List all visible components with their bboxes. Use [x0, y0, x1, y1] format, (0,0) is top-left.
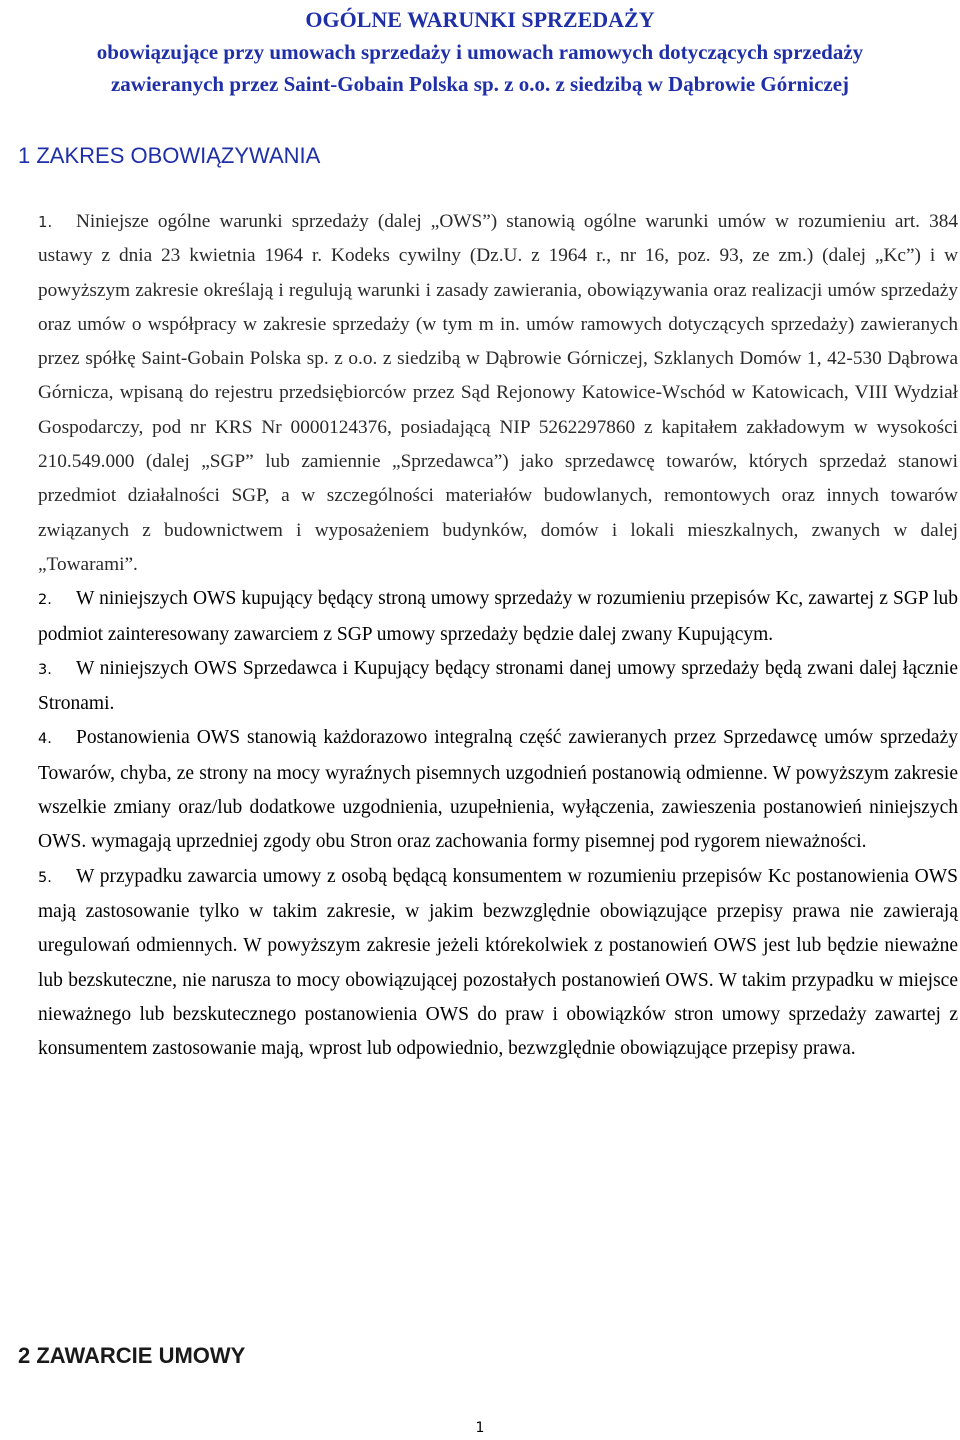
document-title-block [0, 4, 960, 100]
clause-item [38, 582, 958, 652]
clause-text: W niniejszych OWS Sprzedawca i Kupujący będący stronami danej umowy sprzedaży będą zwani dalej łącznie Stronami. [38, 657, 958, 715]
document-subtitle-line2: zawieranych przez Saint-Gobain Polska sp. z o.o. z siedzibą w Dąbrowie Górniczej [110, 72, 850, 96]
clause-item [38, 721, 958, 859]
clause-text: W przypadku zawarcia umowy z osobą będącą konsumentem w rozumieniu przepisów Kc postanowienia OWS mają zastosowanie tylko w takim zakresie, w jakim bezwzględnie obowiązujące przepisy prawa nie zawierają uregulowań odmiennych. W powyższym zakresie jeżeli którekolwiek z postanowień OWS jest lub będzie nieważne lub bezskuteczne, nie narusza to mocy obowiązującej pozostałych postanowień OWS. W takim przypadku w miejsce nieważnego lub bezskutecznego postanowienia OWS do praw i obowiązków stron umowy sprzedaży zawartej z konsumentem zastosowanie mają, wprost lub odpowiednio, bezwzględnie obowiązujące przepisy prawa. [38, 865, 958, 1060]
section-heading-contract [14, 1341, 245, 1371]
clause-text: Niniejsze ogólne warunki sprzedaży (dalej „OWS”) stanowią ogólne warunki umów w rozumieniu art. 384 ustawy z dnia 23 kwietnia 1964 r. Kodeks cywilny (Dz.U. z 1964 r., nr 16, poz. 93, ze zm.) (dalej „Kc”) i w powyższym zakresie określają i regulują warunki i zasady zawierania, obowiązywania oraz realizacji umów sprzedaży oraz umów o współpracy w zakresie sprzedaży (w tym m in. umów ramowych dotyczących sprzedaży) zawieranych przez spółkę Saint-Gobain Polska sp. z o.o. z siedzibą w Dąbrowie Górniczej, Szklanych Domów 1, 42-530 Dąbrowa Górnicza, wpisaną do rejestru przedsiębiorców przez Sąd Rejonowy Katowice-Wschód w Katowicach, VIII Wydział Gospodarczy, pod nr KRS Nr 0000124376, posiadającą NIP 5262297860 z kapitałem zakładowym w wysokości 210.549.000 (dalej „SGP” lub zamiennie „Sprzedawca”) jako sprzedawcę towarów, których sprzedaż stanowi przedmiot działalności SGP, a w szczególności materiałów budowlanych, remontowych oraz innych towarów związanych z budownictwem i wyposażeniem budynków, domów i lokali mieszkalnych, zwanych w dalej „Towarami”. [38, 211, 958, 575]
document-subtitle-line1: obowiązujące przy umowach sprzedaży i umowach ramowych dotyczących sprzedaży [96, 40, 864, 64]
clause-number: 3. [38, 661, 52, 678]
clause-number: 5. [38, 869, 52, 886]
clause-text: Postanowienia OWS stanowią każdorazowo integralną część zawieranych przez Sprzedawcę umów sprzedaży Towarów, chyba, ze strony na mocy wyraźnych pisemnych uzgodnień postanowią odmienne. W powyższym zakresie wszelkie zmiany oraz/lub dodatkowe uzgodnienia, uzupełnienia, wyłączenia, zawieszenia postanowień niniejszych OWS. wymagają uprzedniej zgody obu Stron oraz zachowania formy pisemnej pod rygorem nieważności. [38, 727, 958, 853]
clause-list [38, 205, 958, 1066]
page-number: 1 [475, 1420, 485, 1436]
clause-item [38, 205, 958, 582]
section-heading-text: 1 ZAKRES OBOWIĄZYWANIA [18, 143, 321, 168]
section-heading-text: 2 ZAWARCIE UMOWY [18, 1343, 246, 1368]
clause-text: W niniejszych OWS kupujący będący stroną umowy sprzedaży w rozumieniu przepisów Kc, zawartej z SGP lub podmiot zainteresowany zawarciem z SGP umowy sprzedaży będzie dalej zwany Kupującym. [38, 588, 958, 645]
section-heading-scope [14, 141, 320, 171]
clause-number: 4. [38, 731, 52, 748]
clause-item [38, 860, 958, 1067]
document-title: OGÓLNE WARUNKI SPRZEDAŻY [305, 7, 655, 32]
clause-number: 2. [38, 592, 52, 609]
clause-number: 1. [38, 213, 53, 231]
clause-item [38, 652, 958, 722]
